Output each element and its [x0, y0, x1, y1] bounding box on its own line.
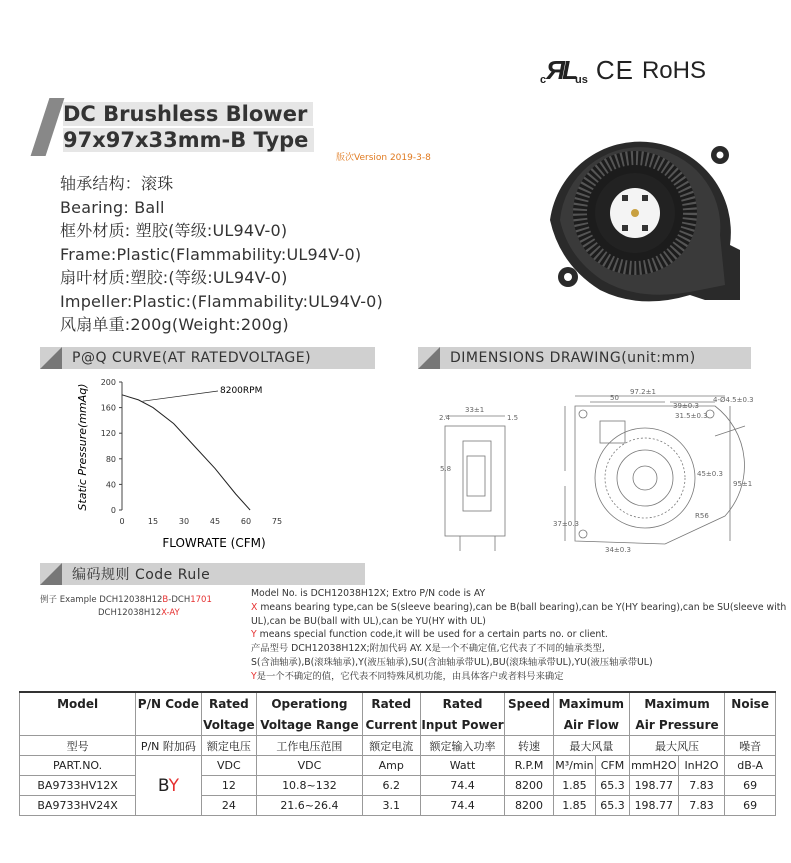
table-row: BA9733HV24X 24 21.6~26.4 3.1 74.4 8200 1.85 65.3 198.77 7.83 69 — [20, 796, 776, 816]
y-tick-label: 120 — [100, 429, 116, 439]
table-cn-header-row: 型号 P/N 附加码 额定电压 工作电压范围 额定电流 额定输入功率 转速 最大风量 最大风压 噪音 — [20, 736, 776, 756]
dim-label: 1.5 — [507, 414, 519, 422]
dim-label: 39±0.3 — [673, 402, 699, 410]
header-cell: Noise — [725, 692, 776, 714]
y-tick-label: 40 — [105, 480, 116, 490]
dim-label: 4-Ø4.5±0.3 — [713, 396, 754, 404]
certification-logos — [540, 55, 706, 86]
table-header-row — [20, 714, 776, 736]
spec-line: 框外材质: 塑胶(等级:UL94V-0) — [60, 221, 288, 240]
pq-curve-chart — [72, 372, 302, 552]
spec-line: Impeller:Plastic:(Flammability:UL94V-0) — [60, 291, 383, 311]
x-tick-label: 75 — [271, 517, 283, 526]
header-cell: Operationg — [257, 692, 363, 714]
code-example: 例子 Example DCH12038H12B-DCH1701 DCH12038H12X-AY — [40, 595, 212, 618]
product-title: DC Brushless Blower 97x97x33mm-B Type — [63, 101, 314, 153]
spec-line: Frame:Plastic(Flammability:UL94V-0) — [60, 244, 362, 264]
ce-mark: CE — [595, 55, 634, 85]
header-cell: Model — [20, 692, 136, 714]
dim-label: 5.8 — [440, 465, 452, 473]
spec-line: 扇叶材质:塑胶:(等级:UL94V-0) — [60, 268, 288, 287]
dim-label: 2.4 — [439, 414, 451, 422]
rohs-mark: RoHS — [641, 56, 706, 84]
spec-line: Bearing: Ball — [60, 197, 165, 217]
dim-label: 34±0.3 — [605, 546, 631, 554]
header-cell: Rated — [420, 692, 504, 714]
header-cell: Current — [362, 714, 420, 736]
dim-label: 50 — [610, 394, 619, 402]
header-cell: P/N Code — [136, 692, 201, 714]
dim-label: 33±1 — [465, 406, 485, 414]
header-cell: Rated — [201, 692, 257, 714]
dim-label: 97.2±1 — [630, 388, 656, 396]
title-accent-bar — [31, 98, 65, 156]
code-rule-description: Model No. is DCH12038H12X; Extro P/N code is AY X means bearing type,can be S(sleeve bearing),can be B(ball bearing),can be Y(HY bearing),can be SU(sleeve with UL),can be BU(ball with UL),can be YU(HY with UL) Y means special function code,it will be used for a certain parts no. or client. 产品型号 DCH12038H12X;附加代码 AY. X是一个不确定值,它代表了不同的轴承类型, S(含油轴承),B(滚珠轴承),Y(液压轴承),SU(含油轴承带UL),BU(滚珠轴承带UL),YU(液压轴承带UL) Y是一个不确定的值，它代表不同特殊风机功能，由具体客户或者料号来确定 — [251, 588, 787, 682]
blower-fan-image — [540, 125, 745, 315]
x-tick-label: 0 — [119, 517, 125, 526]
pq-curve-header: P@Q CURVE(AT RATEDVOLTAGE) — [40, 347, 375, 369]
header-cell: Air Flow — [553, 714, 629, 736]
spec-table — [19, 691, 776, 816]
table-row: BA9733HV12X 12 10.8~132 6.2 74.4 8200 1.85 65.3 198.77 7.83 69 — [20, 776, 776, 796]
header-cell: Speed — [505, 692, 554, 714]
version-label: 版次Version 2019-3-8 — [336, 153, 431, 163]
x-tick-label: 60 — [240, 517, 252, 526]
pn-code-cell: BY — [136, 756, 201, 816]
ul-mark-icon: ЯL — [546, 55, 575, 85]
ul-logo: c ЯL us — [540, 55, 588, 86]
spec-line: 风扇单重:200g(Weight:200g) — [60, 315, 289, 334]
dimensions-drawing — [425, 386, 775, 556]
series-annotation: 8200RPM — [220, 386, 263, 396]
x-tick-label: 45 — [209, 517, 221, 526]
spec-list — [60, 172, 383, 337]
y-axis-label: Static Pressure(mmAq) — [76, 383, 89, 511]
dim-label: 31.5±0.3 — [675, 412, 708, 420]
header-cell: Maximum — [553, 692, 629, 714]
triangle-icon — [418, 347, 440, 369]
triangle-icon — [40, 347, 62, 369]
spec-line: 轴承结构：滚珠 — [60, 174, 174, 193]
header-cell: Voltage Range — [257, 714, 363, 736]
x-axis-label: FLOWRATE (CFM) — [162, 536, 266, 550]
annotation-leader — [143, 391, 218, 401]
x-tick-label: 15 — [147, 517, 159, 526]
header-cell: Voltage — [201, 714, 257, 736]
dim-label: 45±0.3 — [697, 470, 723, 478]
dim-label: 95±1 — [733, 480, 753, 488]
y-tick-label: 0 — [110, 506, 116, 515]
header-cell: Air Pressure — [629, 714, 724, 736]
table-units-row: PART.NO. BY VDC VDC Amp Watt R.P.M M³/min CFM mmH2O InH2O dB-A — [20, 756, 776, 776]
dim-label: 37±0.3 — [553, 520, 579, 528]
series-line — [122, 395, 250, 510]
y-tick-label: 200 — [100, 378, 116, 387]
code-rule-header: 编码规则 Code Rule — [40, 563, 365, 585]
y-tick-label: 80 — [105, 454, 116, 464]
triangle-icon — [40, 563, 62, 585]
header-cell: Maximum — [629, 692, 724, 714]
x-tick-label: 30 — [178, 517, 190, 526]
dim-label: R56 — [695, 512, 709, 520]
table-header-row — [20, 692, 776, 714]
y-tick-label: 160 — [100, 403, 116, 413]
header-cell: Input Power — [420, 714, 504, 736]
dimensions-header: DIMENSIONS DRAWING(unit:mm) — [418, 347, 751, 369]
header-cell: Rated — [362, 692, 420, 714]
